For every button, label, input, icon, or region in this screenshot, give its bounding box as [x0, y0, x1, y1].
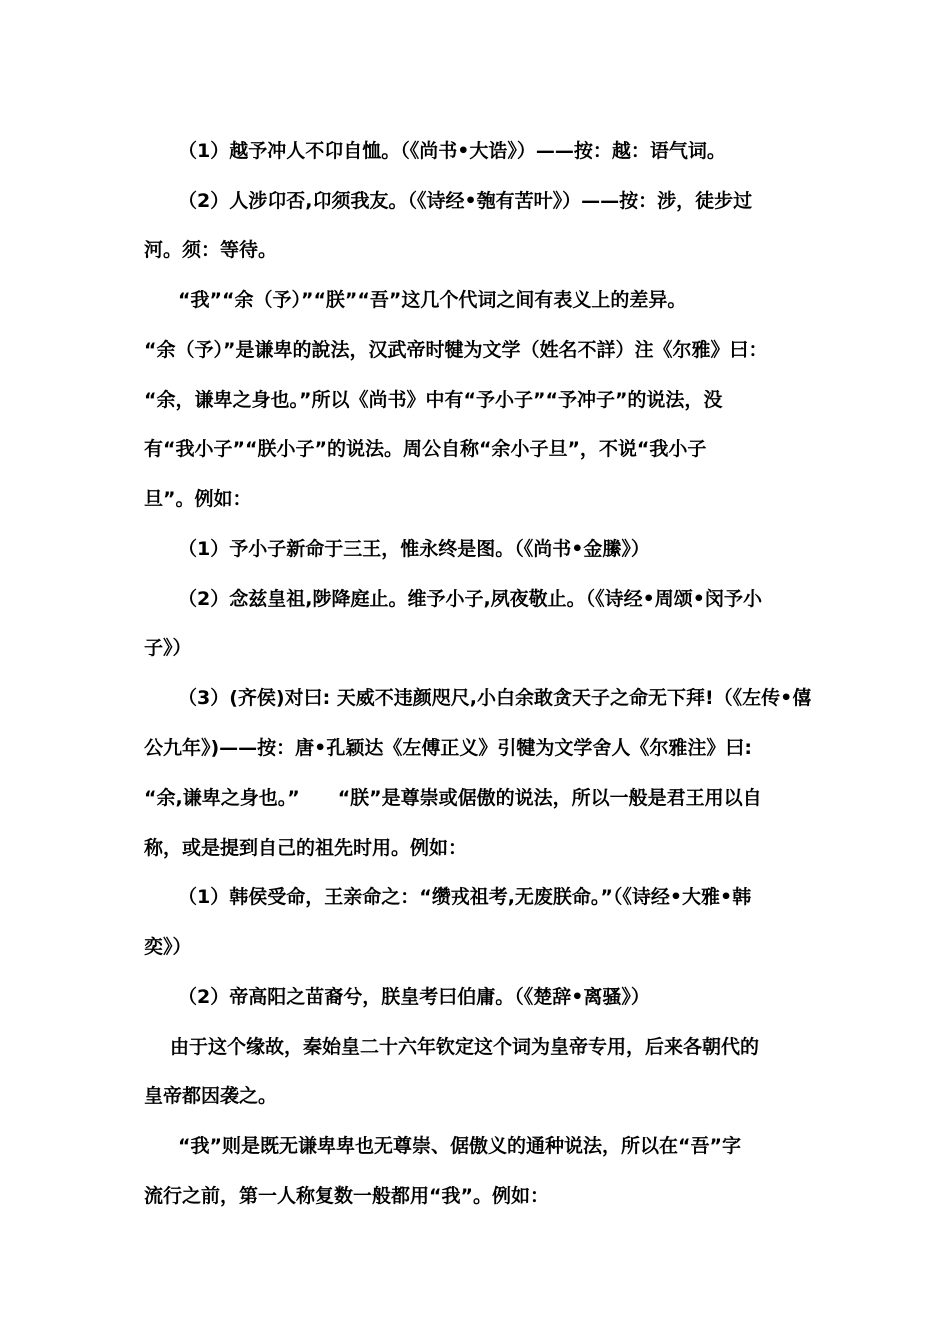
text-line: “余（予）”是谦卑的說法，汉武帝时犍为文学（姓名不詳）注《尔雅》曰：: [144, 339, 768, 361]
text-line: 流行之前，第一人称复数一般都用“我”。例如：: [144, 1185, 549, 1207]
text-line: “我”则是既无谦卑卑也无尊崇、倨傲义的通种说法，所以在“吾”字: [178, 1135, 741, 1157]
text-line: 河。须：等待。: [144, 239, 278, 261]
text-line: （2）帝高阳之苗裔兮，朕皇考曰伯庸。（《楚辞•离骚》）: [178, 986, 650, 1008]
text-line: （1）予小子新命于三王，惟永终是图。（《尚书•金縢》）: [178, 538, 650, 560]
text-line: （1）越予冲人不卬自恤。（《尚书•大诰》）——按：越：语气词。: [178, 140, 726, 162]
text-line: 皇帝都因袭之。: [144, 1085, 278, 1107]
text-line: （2）人涉卬否,卬须我友。（《诗经•匏有苦叶》）——按：涉，徒步过: [178, 190, 753, 212]
text-line: （2）念兹皇祖,陟降庭止。维予小子,夙夜敬止。（《诗经•周颂•闵予小: [178, 588, 762, 610]
text-line: 由于这个缘故，秦始皇二十六年钦定这个词为皇帝专用，后来各朝代的: [170, 1036, 760, 1058]
text-line: 子》）: [144, 637, 192, 659]
text-line: （1）韩侯受命，王亲命之：“缵戎祖考,无废朕命。”（《诗经•大雅•韩: [178, 886, 752, 908]
text-line: 公九年》)——按：唐•孔颖达《左傅正义》引犍为文学舍人《尔雅注》曰:: [144, 737, 752, 759]
text-line: 有“我小子”“朕小子”的说法。周公自称“余小子旦”，不说“我小子: [144, 438, 707, 460]
text-line: “余，谦卑之身也。”所以《尚书》中有“予小子”“予冲子”的说法，没: [144, 389, 723, 411]
text-line: 称，或是提到自己的祖先时用。例如：: [144, 837, 468, 859]
text-line: 旦”。例如：: [144, 488, 252, 510]
text-line: （3）(齐侯)对曰: 天威不违颜咫尺,小白余敢贪天子之命无下拜!（《左传•僖: [178, 687, 812, 709]
text-line: “我”“余（予）”“朕”“吾”这几个代词之间有表义上的差异。: [178, 289, 687, 311]
text-line: “余,谦卑之身也。” “朕”是尊崇或倨傲的说法，所以一般是君王用以自: [144, 787, 762, 809]
text-line: 奕》）: [144, 936, 192, 958]
